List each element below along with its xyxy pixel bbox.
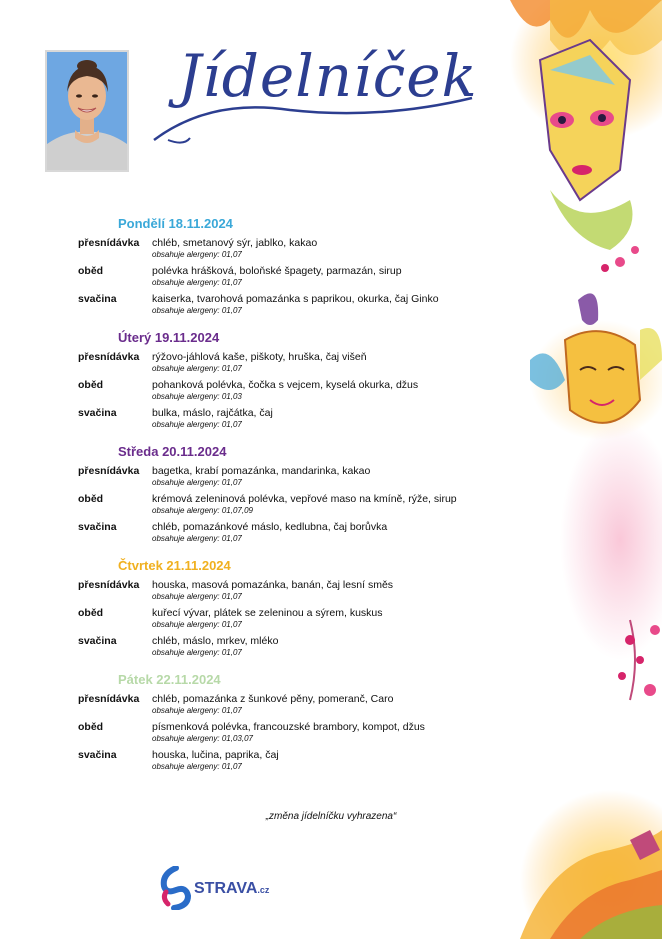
meal-row: [78, 749, 508, 777]
meal-row: [78, 379, 508, 407]
meal-items: chléb, smetanový sýr, jablko, kakao: [152, 237, 318, 249]
meal-row: [78, 293, 508, 321]
meal-details: [152, 293, 508, 321]
meal-name: svačina: [78, 749, 117, 761]
day-heading: Středa 20.11.2024: [118, 444, 227, 459]
meal-allergens: obsahuje alergeny: 01,07: [152, 534, 242, 543]
meal-row: [78, 521, 508, 549]
strava-logo: [158, 866, 268, 914]
meal-items: kuřecí vývar, plátek se zeleninou a sýrem, kuskus: [152, 607, 383, 619]
meal-allergens: obsahuje alergeny: 01,03,07: [152, 734, 253, 743]
meal-name: přesnídávka: [78, 237, 140, 249]
day-heading: Úterý 19.11.2024: [118, 330, 220, 345]
title-text: Jídelníček: [178, 42, 478, 110]
meal-details: [152, 607, 508, 635]
meal-details: [152, 493, 508, 521]
meal-name: oběd: [78, 379, 104, 391]
meal-items: houska, lučina, paprika, čaj: [152, 749, 279, 761]
strava-swirl-icon: [158, 866, 194, 910]
meal-items: pohanková polévka, čočka s vejcem, kyselá okurka, džus: [152, 379, 419, 391]
meal-name: oběd: [78, 265, 104, 277]
meal-details: [152, 407, 508, 435]
meal-row: [78, 351, 508, 379]
meal-name: přesnídávka: [78, 579, 140, 591]
meal-items: rýžovo-jáhlová kaše, piškoty, hruška, čaj višeň: [152, 351, 367, 363]
logo-text: STRAVA: [194, 880, 258, 897]
day-section: [78, 555, 508, 663]
meal-row: [78, 579, 508, 607]
meal-name: přesnídávka: [78, 465, 140, 477]
meal-allergens: obsahuje alergeny: 01,07,09: [152, 506, 253, 515]
meal-items: bulka, máslo, rajčátka, čaj: [152, 407, 273, 419]
meal-items: polévka hrášková, boloňské špagety, parmazán, sirup: [152, 265, 402, 277]
meal-name: svačina: [78, 521, 117, 533]
meal-details: [152, 265, 508, 293]
meal-details: [152, 693, 508, 721]
meal-row: [78, 465, 508, 493]
meal-items: písmenková polévka, francouzské brambory, kompot, džus: [152, 721, 425, 733]
meal-allergens: obsahuje alergeny: 01,07: [152, 648, 242, 657]
meal-name: svačina: [78, 407, 117, 419]
meal-allergens: obsahuje alergeny: 01,07: [152, 278, 242, 287]
day-section: [78, 441, 508, 549]
meal-details: [152, 351, 508, 379]
meal-name: přesnídávka: [78, 693, 140, 705]
meal-row: [78, 693, 508, 721]
meal-row: [78, 493, 508, 521]
meal-details: [152, 465, 508, 493]
meal-allergens: obsahuje alergeny: 01,07: [152, 420, 242, 429]
meal-details: [152, 579, 508, 607]
meal-allergens: obsahuje alergeny: 01,07: [152, 306, 242, 315]
logo-suffix: .cz: [257, 885, 270, 895]
meal-details: [152, 749, 508, 777]
meal-allergens: obsahuje alergeny: 01,03: [152, 392, 242, 401]
portrait-photo: [45, 50, 129, 172]
meal-allergens: obsahuje alergeny: 01,07: [152, 364, 242, 373]
meal-items: bagetka, krabí pomazánka, mandarinka, kakao: [152, 465, 371, 477]
meal-details: [152, 721, 508, 749]
meal-allergens: obsahuje alergeny: 01,07: [152, 620, 242, 629]
meal-items: kaiserka, tvarohová pomazánka s paprikou, okurka, čaj Ginko: [152, 293, 439, 305]
meal-items: krémová zeleninová polévka, vepřové maso na kmíně, rýže, sirup: [152, 493, 457, 505]
day-heading: Pátek 22.11.2024: [118, 672, 221, 687]
meal-allergens: obsahuje alergeny: 01,07: [152, 706, 242, 715]
decorative-artwork: [490, 0, 662, 939]
meal-name: svačina: [78, 293, 117, 305]
day-section: [78, 213, 508, 321]
day-heading: Pondělí 18.11.2024: [118, 216, 233, 231]
day-section: [78, 669, 508, 777]
meal-row: [78, 607, 508, 635]
meal-name: oběd: [78, 721, 104, 733]
meal-items: houska, masová pomazánka, banán, čaj lesní směs: [152, 579, 394, 591]
meal-row: [78, 237, 508, 265]
page-title: [150, 28, 480, 148]
meal-details: [152, 237, 508, 265]
meal-details: [152, 635, 508, 663]
meal-row: [78, 265, 508, 293]
meal-name: oběd: [78, 607, 104, 619]
footer-note-text: „změna jídelníčku vyhrazena“: [265, 811, 397, 822]
meal-row: [78, 721, 508, 749]
day-heading: Čtvrtek 21.11.2024: [118, 558, 231, 573]
meal-items: chléb, pomazánka z šunkové pěny, pomeranč, Caro: [152, 693, 394, 705]
meal-details: [152, 521, 508, 549]
meal-allergens: obsahuje alergeny: 01,07: [152, 250, 242, 259]
meal-items: chléb, pomazánkové máslo, kedlubna, čaj borůvka: [152, 521, 388, 533]
meal-allergens: obsahuje alergeny: 01,07: [152, 762, 242, 771]
weekly-menu: [78, 213, 508, 783]
meal-allergens: obsahuje alergeny: 01,07: [152, 478, 242, 487]
meal-name: oběd: [78, 493, 104, 505]
meal-details: [152, 379, 508, 407]
meal-name: přesnídávka: [78, 351, 140, 363]
meal-row: [78, 407, 508, 435]
day-section: [78, 327, 508, 435]
meal-row: [78, 635, 508, 663]
meal-allergens: obsahuje alergeny: 01,07: [152, 592, 242, 601]
meal-items: chléb, máslo, mrkev, mléko: [152, 635, 279, 647]
meal-name: svačina: [78, 635, 117, 647]
